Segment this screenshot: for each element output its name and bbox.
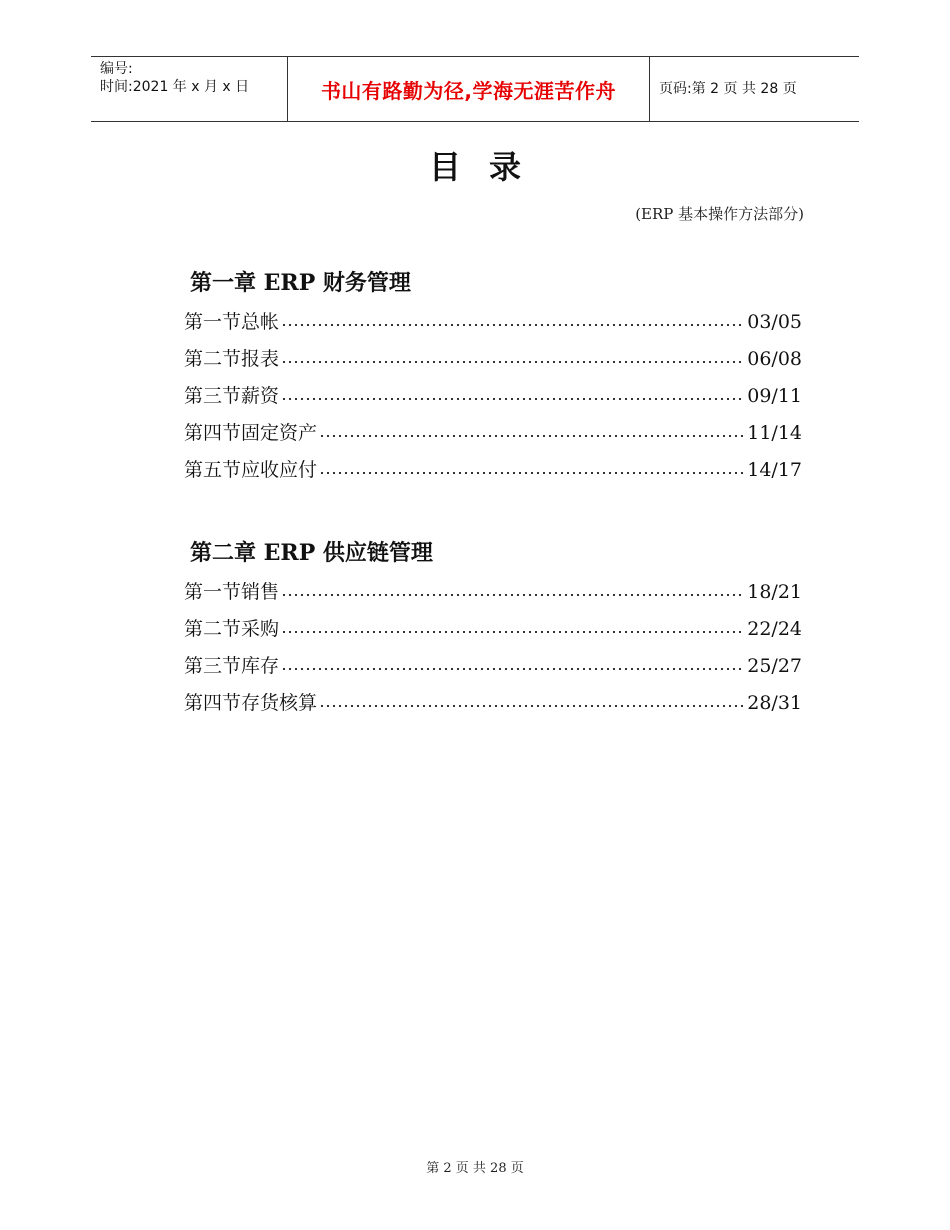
page-title: 目录: [428, 148, 549, 186]
page-footer: 第 2 页 共 28 页: [426, 1161, 524, 1176]
toc-entry[interactable]: [184, 689, 802, 717]
toc-entry-pages: 18/21: [747, 581, 802, 603]
toc-entry[interactable]: [184, 578, 802, 606]
dot-leader: [319, 705, 745, 707]
toc-entry[interactable]: [184, 308, 802, 336]
toc-entry-pages: 11/14: [747, 422, 802, 444]
chapter-heading: 第二章 ERP 供应链管理: [190, 540, 433, 566]
toc-entry-pages: 14/17: [747, 459, 802, 481]
toc-entry-pages: 25/27: [747, 655, 802, 677]
toc-entry-label: 第一节销售: [184, 581, 280, 603]
toc-entry-label: 第四节存货核算: [184, 692, 318, 714]
toc-entry[interactable]: [184, 345, 802, 373]
document-time-label: 时间:2021 年 x 月 x 日: [100, 79, 250, 95]
toc-entry-pages: 28/31: [747, 692, 802, 714]
header-motto: 书山有路勤为径,学海无涯苦作舟: [320, 78, 617, 103]
page-subtitle: (ERP 基本操作方法部分): [635, 205, 804, 223]
toc-entry-label: 第二节采购: [184, 618, 280, 640]
dot-leader: [281, 398, 745, 400]
dot-leader: [281, 324, 745, 326]
dot-leader: [281, 631, 745, 633]
toc-entry-label: 第三节库存: [184, 655, 280, 677]
toc-entry-label: 第三节薪资: [184, 385, 280, 407]
toc-entry-label: 第四节固定资产: [184, 422, 318, 444]
toc-entry-pages: 09/11: [747, 385, 802, 407]
toc-entry-pages: 22/24: [747, 618, 802, 640]
toc-entry[interactable]: [184, 382, 802, 410]
toc-entry[interactable]: [184, 456, 802, 484]
dot-leader: [319, 472, 745, 474]
dot-leader: [281, 594, 745, 596]
dot-leader: [281, 361, 745, 363]
document-header: [91, 56, 859, 122]
document-number-label: 编号:: [100, 61, 133, 77]
chapter-heading: 第一章 ERP 财务管理: [190, 270, 411, 296]
toc-entry[interactable]: [184, 419, 802, 447]
header-left-cell: [91, 57, 287, 121]
dot-leader: [319, 435, 745, 437]
toc-entry[interactable]: [184, 615, 802, 643]
toc-entry-label: 第二节报表: [184, 348, 280, 370]
toc-entry-pages: 03/05: [747, 311, 802, 333]
header-page-code: 页码:第 2 页 共 28 页: [659, 81, 797, 97]
dot-leader: [281, 668, 745, 670]
toc-entry[interactable]: [184, 652, 802, 680]
header-right-cell: [650, 57, 859, 121]
header-middle-cell: [287, 57, 650, 121]
toc-entry-label: 第一节总帐: [184, 311, 280, 333]
toc-entry-label: 第五节应收应付: [184, 459, 318, 481]
toc-entry-pages: 06/08: [747, 348, 802, 370]
